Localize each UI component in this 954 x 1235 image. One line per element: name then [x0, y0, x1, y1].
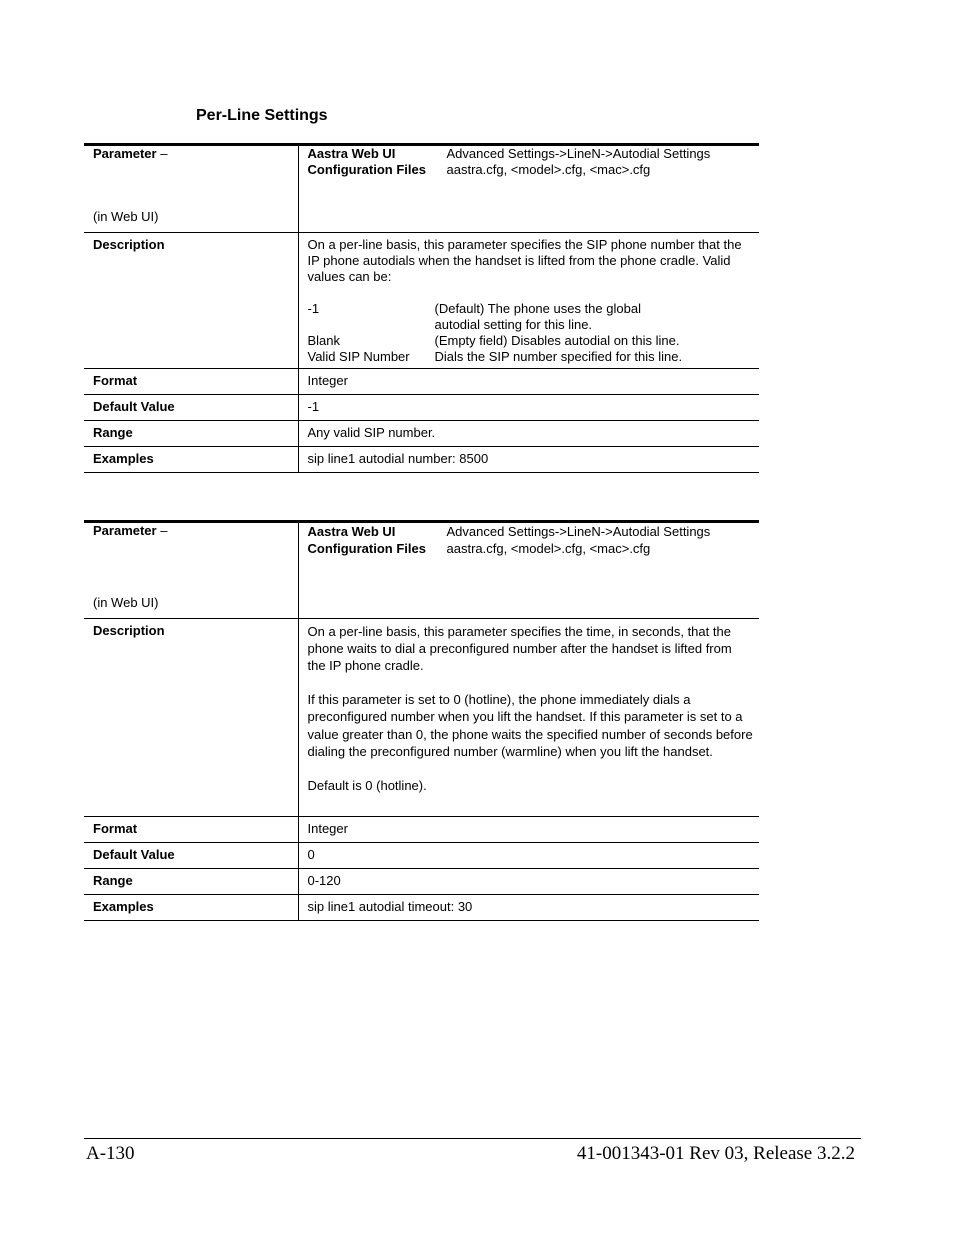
parameter-label-cell	[84, 522, 298, 619]
config-files	[308, 162, 754, 178]
table-row-default	[84, 395, 759, 421]
table-row-description	[84, 233, 759, 369]
parameter-label: Parameter	[93, 146, 157, 161]
range-value: 0-120	[298, 869, 759, 895]
config-key: Configuration Files	[307, 162, 426, 177]
config-files	[308, 540, 754, 557]
table-row-examples	[84, 447, 759, 473]
web-ui-value: Advanced Settings->LineN->Autodial Settings	[446, 146, 711, 161]
format-value: Integer	[298, 369, 759, 395]
valid-value-row	[308, 301, 754, 333]
in-web-ui-label: (in Web UI)	[93, 595, 159, 610]
description-label: Description	[84, 233, 298, 369]
table-row-format	[84, 817, 759, 843]
parameter-value-cell	[298, 145, 759, 233]
parameter-dash: –	[156, 146, 168, 161]
format-label: Format	[84, 817, 298, 843]
table-row-range	[84, 869, 759, 895]
default-value: 0	[298, 843, 759, 869]
default-label: Default Value	[84, 395, 298, 421]
valid-value-desc: Dials the SIP number specified for this line.	[434, 349, 683, 364]
table-row-format	[84, 369, 759, 395]
parameter-label-cell	[84, 145, 298, 233]
examples-value: sip line1 autodial timeout: 30	[298, 895, 759, 921]
parameter-table-autodial-number	[84, 143, 759, 473]
config-key: Configuration Files	[307, 541, 426, 556]
description-text: On a per-line basis, this parameter specifies the SIP phone number that the IP phone autodials when the handset is lifted from the phone cradle. Valid values can be:	[307, 237, 742, 284]
config-value: aastra.cfg, <model>.cfg, <mac>.cfg	[446, 162, 651, 177]
format-label: Format	[84, 369, 298, 395]
range-label: Range	[84, 869, 298, 895]
range-value: Any valid SIP number.	[298, 421, 759, 447]
table-row-examples	[84, 895, 759, 921]
valid-value-key: Valid SIP Number	[307, 349, 410, 364]
config-value: aastra.cfg, <model>.cfg, <mac>.cfg	[446, 541, 651, 556]
examples-label: Examples	[84, 895, 298, 921]
description-label: Description	[84, 619, 298, 817]
default-value: -1	[298, 395, 759, 421]
valid-value-row	[308, 333, 754, 349]
examples-value: sip line1 autodial number: 8500	[298, 447, 759, 473]
valid-value-desc: (Empty field) Disables autodial on this line.	[434, 333, 680, 348]
valid-values-list	[308, 301, 754, 365]
parameter-value-cell	[298, 522, 759, 619]
valid-value-key: Blank	[307, 333, 341, 348]
page-number: A-130	[86, 1143, 135, 1164]
table-row-default	[84, 843, 759, 869]
parameter-dash: –	[156, 523, 168, 538]
default-label: Default Value	[84, 843, 298, 869]
section-title: Per-Line Settings	[196, 107, 328, 124]
footer-divider	[84, 1138, 861, 1139]
document-reference: 41-001343-01 Rev 03, Release 3.2.2	[576, 1143, 855, 1164]
range-label: Range	[84, 421, 298, 447]
web-ui-path	[308, 523, 754, 540]
web-ui-key: Aastra Web UI	[307, 524, 396, 539]
description-value	[298, 619, 759, 817]
parameter-label: Parameter	[93, 523, 157, 538]
web-ui-key: Aastra Web UI	[307, 146, 396, 161]
valid-value-key: -1	[307, 301, 320, 316]
description-paragraph: Default is 0 (hotline).	[307, 777, 427, 793]
format-value: Integer	[298, 817, 759, 843]
table-row-parameter	[84, 522, 759, 619]
description-value	[298, 233, 759, 369]
table-row-parameter	[84, 145, 759, 233]
table-row-range	[84, 421, 759, 447]
valid-value-row	[308, 349, 754, 365]
parameter-table-autodial-timeout	[84, 520, 759, 921]
in-web-ui-label: (in Web UI)	[93, 209, 159, 224]
web-ui-path	[308, 146, 754, 162]
table-row-description	[84, 619, 759, 817]
web-ui-value: Advanced Settings->LineN->Autodial Settings	[446, 524, 711, 539]
valid-value-desc: (Default) The phone uses the global autodial setting for this line.	[434, 301, 641, 332]
description-paragraph: If this parameter is set to 0 (hotline), the phone immediately dials a preconfigured number when you lift the handset. If this parameter is set to a value greater than 0, the phone waits the specified number of seconds before dialing the preconfigured number (warmline) when you lift the handset.	[307, 692, 753, 759]
description-paragraph: On a per-line basis, this parameter specifies the time, in seconds, that the phone waits to dial a preconfigured number after the handset is lifted from the IP phone cradle.	[307, 624, 732, 674]
examples-label: Examples	[84, 447, 298, 473]
